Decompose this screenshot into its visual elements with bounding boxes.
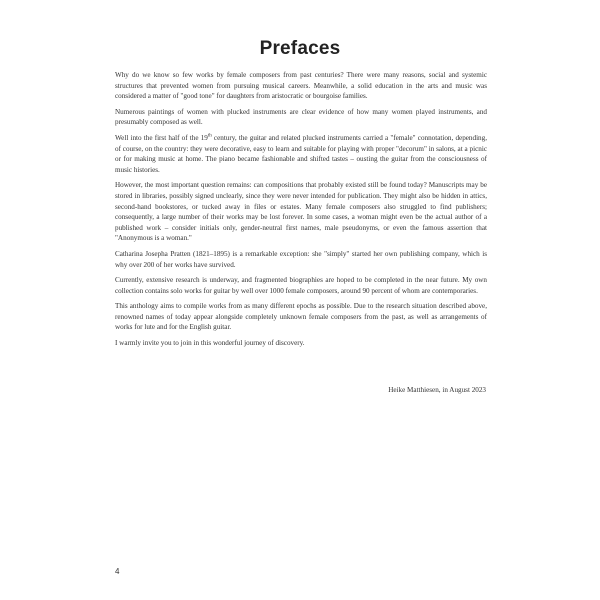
paragraph-3 — [115, 133, 487, 175]
paragraph-6: Currently, extensive research is underway, and fragmented biographies are hoped to be completed in the near future. My own collection contains solo works for guitar by well over 1000 female composers, around 90 percent of whom are contemporaries. — [115, 276, 487, 295]
paragraph-4: However, the most important question remains: can compositions that probably existed still be found today? Manuscripts may be stored in libraries, possibly signed unclearly, since they were never intended for publication. They might also be hidden in attics, second-hand bookstores, or tucked away in files or estates. Many female composers also struggled to find publishers; consequently, a large number of their works may be lost forever. In some cases, a woman might even be the actual author of a published work – consider initials only, gender-neutral first names, male pseudonyms, or even the famous assertion that "Anonymous is a woman." — [115, 181, 487, 243]
paragraph-8: I warmly invite you to join in this wonderful journey of discovery. — [115, 339, 305, 348]
paragraph-1: Why do we know so few works by female composers from past centuries? There were many reasons, social and systemic structures that prevented women from pursuing musical careers. Meanwhile, a solid education in the arts and music was considered a matter of "good tone" for daughters from aristocratic or bourgoise families. — [115, 71, 487, 101]
ordinal-superscript: th — [207, 133, 212, 139]
paragraph-5: Catharina Josepha Pratten (1821–1895) is a remarkable exception: she "simply" started her own publishing company, which is why over 200 of her works have survived. — [115, 249, 487, 269]
signature-line: Heike Matthiesen, in August 2023 — [388, 386, 486, 394]
paragraph-3-part-1: Well into the first half of the 19 — [115, 133, 208, 142]
paragraph-2: Numerous paintings of women with plucked instruments are clear evidence of how many women played instruments, and presumably composed as well. — [115, 107, 487, 127]
paragraph-3-part-2: century, the guitar and related plucked instruments carried a "female" connotation, depending, of course, on the country: they were decorative, easy to learn and suitable for playing with proper "decorum" in salons, at a picnic or for making music at home. The piano became fashionable and shifted tastes – ousting the guitar from the consciousness of music histories. — [115, 133, 487, 174]
page-number: 4 — [115, 567, 120, 576]
page-title: Prefaces — [259, 38, 341, 59]
paragraph-7: This anthology aims to compile works from as many different epochs as possible. Due to the research situation described above, renowned names of today appear alongside completely unknown female composers from the past, as well as arrangements of works for lute and for the English guitar. — [115, 302, 487, 332]
preface-body — [115, 70, 487, 354]
